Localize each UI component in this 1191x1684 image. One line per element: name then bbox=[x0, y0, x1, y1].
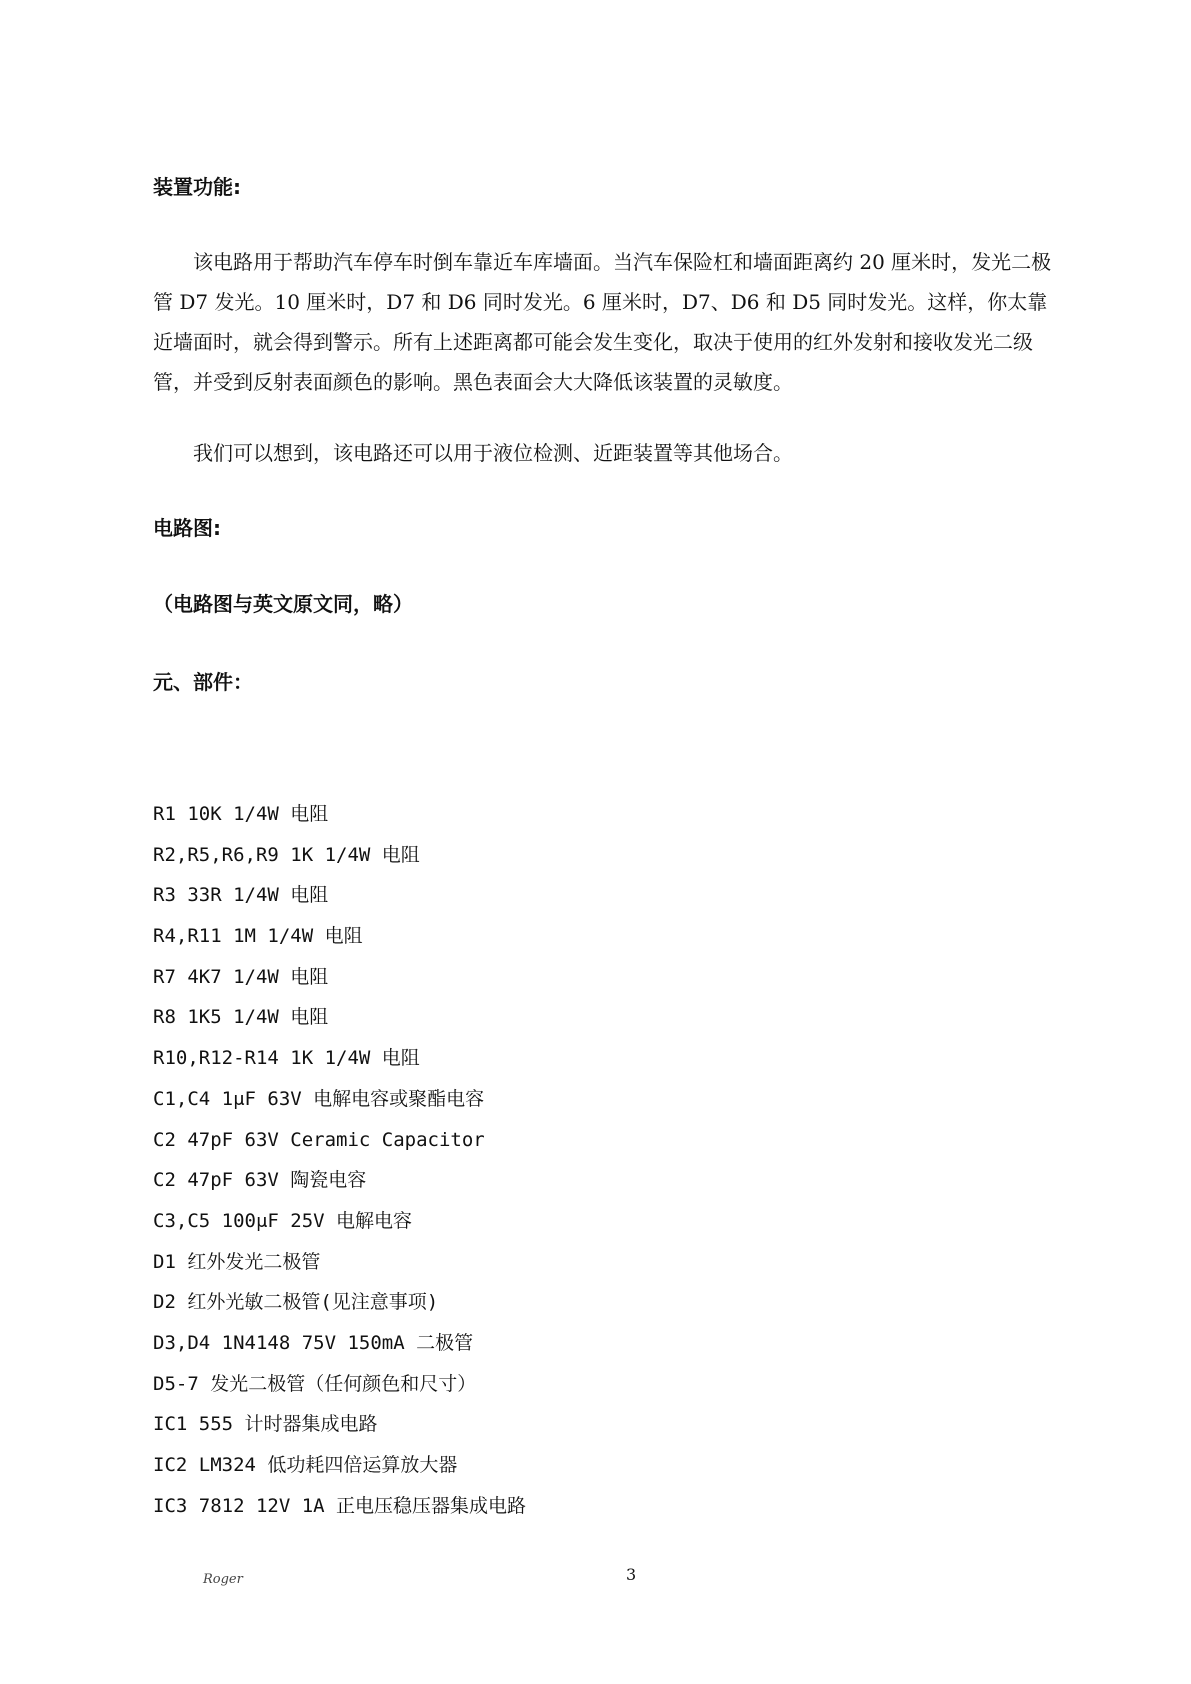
list-item: C3,C5 100μF 25V 电解电容 bbox=[153, 1209, 413, 1232]
parts-list bbox=[153, 794, 526, 1526]
list-item: D5-7 发光二极管（任何颜色和尺寸） bbox=[153, 1372, 477, 1395]
list-item: C2 47pF 63V Ceramic Capacitor bbox=[153, 1128, 485, 1151]
circuit-omitted-note: （电路图与英文原文同，略） bbox=[153, 592, 413, 616]
applications-paragraph: 我们可以想到，该电路还可以用于液位检测、近距装置等其他场合。 bbox=[193, 441, 793, 465]
list-item: R1 10K 1/4W 电阻 bbox=[153, 803, 329, 825]
list-item: R8 1K5 1/4W 电阻 bbox=[153, 1006, 329, 1029]
page-number: 3 bbox=[626, 1565, 637, 1584]
list-item: R4,R11 1M 1/4W 电阻 bbox=[153, 925, 363, 948]
list-item: IC3 7812 12V 1A 正电压稳压器集成电路 bbox=[153, 1494, 527, 1517]
section-heading-parts: 元、部件： bbox=[153, 670, 253, 694]
list-item: C1,C4 1μF 63V 电解电容或聚酯电容 bbox=[153, 1087, 485, 1110]
list-item: C2 47pF 63V 陶瓷电容 bbox=[153, 1169, 367, 1192]
list-item: R2,R5,R6,R9 1K 1/4W 电阻 bbox=[153, 843, 420, 866]
list-item: IC2 LM324 低功耗四倍运算放大器 bbox=[153, 1454, 458, 1476]
list-item: R3 33R 1/4W 电阻 bbox=[153, 884, 329, 907]
list-item: R7 4K7 1/4W 电阻 bbox=[153, 965, 329, 988]
function-paragraph: 该电路用于帮助汽车停车时倒车靠近车库墙面。当汽车保险杠和墙面距离约 20 厘米时，发光二极管 D7 发光。10 厘米时，D7 和 D6 同时发光。6 厘米时，D7、D6 和 D5 同时发光。这样，你太靠近墙面时，就会得到警示。所有上述距离都可能会发生变化，取决于使用的红外发射和接收发光二级管，并受到反射表面颜色的影响。黑色表面会大大降低该装置的灵敏度。 bbox=[153, 250, 1052, 394]
footer-signature: Roger bbox=[203, 1572, 243, 1587]
list-item: D2 红外光敏二极管(见注意事项) bbox=[153, 1291, 439, 1314]
list-item: D3,D4 1N4148 75V 150mA 二极管 bbox=[153, 1331, 474, 1354]
list-item: R10,R12-R14 1K 1/4W 电阻 bbox=[153, 1047, 420, 1070]
list-item: D1 红外发光二极管 bbox=[153, 1250, 321, 1273]
section-heading-circuit: 电路图: bbox=[153, 516, 221, 540]
section-heading-function: 装置功能: bbox=[153, 175, 241, 199]
list-item: IC1 555 计时器集成电路 bbox=[153, 1413, 378, 1436]
